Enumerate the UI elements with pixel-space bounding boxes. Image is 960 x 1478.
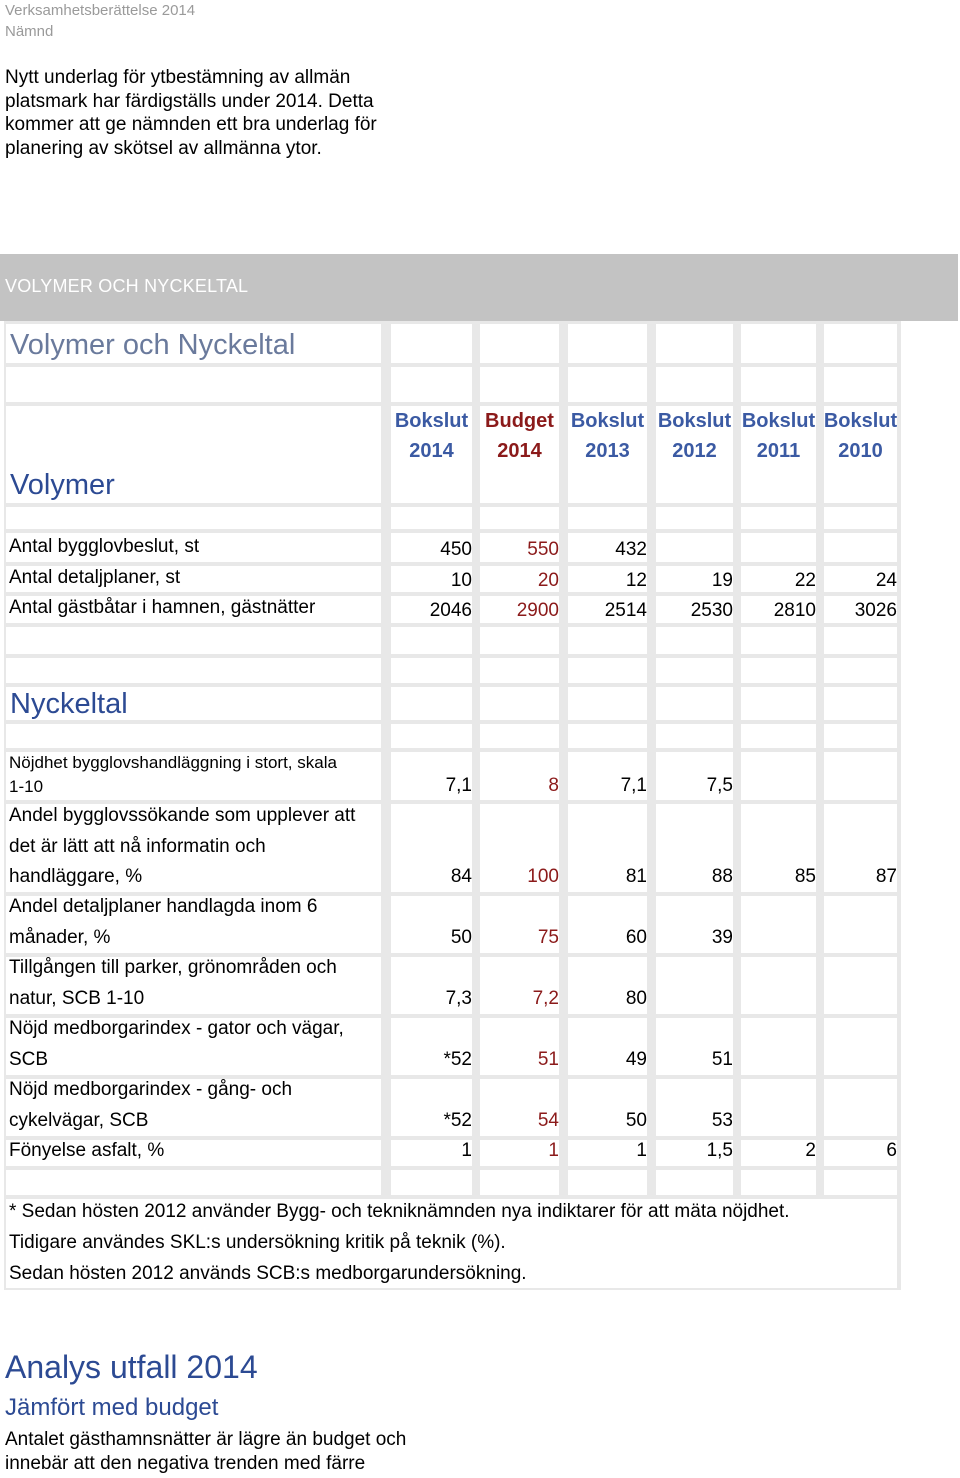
table-cell bbox=[824, 324, 897, 363]
table-cell bbox=[741, 957, 816, 1014]
table-cell bbox=[656, 627, 733, 654]
table-value: 100 bbox=[527, 866, 559, 887]
table-cell bbox=[480, 324, 559, 363]
table-cell bbox=[824, 367, 897, 402]
table-row-label: handläggare, % bbox=[9, 866, 143, 887]
table-value: 2530 bbox=[690, 600, 733, 621]
table-row-label: månader, % bbox=[9, 926, 111, 948]
table-value: 3026 bbox=[854, 600, 897, 621]
table-cell bbox=[568, 687, 647, 720]
table-row-label: SCB bbox=[9, 1048, 49, 1070]
table-value: 53 bbox=[711, 1109, 733, 1131]
department-name: Nämnd bbox=[5, 23, 54, 40]
table-cell bbox=[391, 724, 472, 748]
table-cell bbox=[6, 724, 381, 748]
table-value: 2514 bbox=[604, 600, 647, 621]
table-row-label: Nöjd medborgarindex - gator och vägar, bbox=[9, 1018, 344, 1039]
volymer-heading: Volymer bbox=[10, 469, 115, 501]
table-value: 88 bbox=[711, 866, 733, 887]
table-cell bbox=[741, 752, 816, 800]
table-value: 1 bbox=[548, 1140, 559, 1161]
column-header-year: 2011 bbox=[756, 440, 801, 462]
table-value: 7,3 bbox=[445, 987, 472, 1009]
table-cell bbox=[741, 324, 816, 363]
table-cell bbox=[480, 627, 559, 654]
table-cell bbox=[391, 507, 472, 529]
table-value: 1 bbox=[461, 1140, 472, 1161]
table-cell bbox=[6, 507, 381, 529]
table-value: 2810 bbox=[773, 600, 816, 621]
table-cell bbox=[656, 658, 733, 683]
table-cell bbox=[824, 507, 897, 529]
footnote: Tidigare användes SKL:s undersökning kritik på teknik (%). bbox=[9, 1232, 506, 1253]
table-row-label: natur, SCB 1-10 bbox=[9, 987, 145, 1009]
table-value: 7,2 bbox=[532, 987, 559, 1009]
table-value: 75 bbox=[537, 926, 559, 948]
table-cell bbox=[741, 658, 816, 683]
table-value: 2046 bbox=[429, 600, 472, 621]
table-row-label: 1-10 bbox=[9, 777, 44, 796]
table-value: 51 bbox=[711, 1048, 733, 1070]
table-cell bbox=[656, 687, 733, 720]
table-cell bbox=[741, 1170, 816, 1195]
column-header-year: 2014 bbox=[497, 440, 542, 462]
table-cell bbox=[824, 627, 897, 654]
intro-paragraph: Nytt underlag för ytbestämning av allmän platsmark har färdigställs under 2014. Detta kommer att ge nämnden ett bra underlag för planering av skötsel av allmänna ytor. bbox=[5, 67, 377, 159]
table-value: 10 bbox=[450, 570, 472, 591]
table-value: 84 bbox=[450, 866, 472, 887]
table-cell bbox=[480, 658, 559, 683]
table-value: 54 bbox=[537, 1109, 559, 1131]
table-cell bbox=[568, 367, 647, 402]
column-header-label: Bokslut bbox=[570, 410, 645, 432]
table-value: 7,1 bbox=[620, 775, 647, 796]
table-value: 450 bbox=[440, 539, 472, 560]
table-value: 2 bbox=[805, 1140, 816, 1161]
table-value: 87 bbox=[875, 866, 897, 887]
table-cell bbox=[6, 658, 381, 683]
document-title: Verksamhetsberättelse 2014 bbox=[5, 2, 196, 19]
table-value: 20 bbox=[537, 570, 559, 591]
table-cell bbox=[741, 1079, 816, 1136]
table-cell bbox=[656, 957, 733, 1014]
table-cell bbox=[656, 507, 733, 529]
table-value: 2900 bbox=[516, 600, 559, 621]
analys-subtitle: Jämfört med budget bbox=[5, 1394, 219, 1421]
table-value: 7,5 bbox=[706, 775, 733, 796]
table-cell bbox=[741, 687, 816, 720]
footnote: Sedan hösten 2012 används SCB:s medborgarundersökning. bbox=[9, 1263, 527, 1284]
table-row-label: Tillgången till parker, grönområden och bbox=[9, 957, 337, 978]
table-cell bbox=[824, 533, 897, 562]
analys-text: Antalet gästhamnsnätter är lägre än budget och innebär att den negativa trenden med färre bbox=[5, 1429, 407, 1474]
table-row-label: Nöjd medborgarindex - gång- och bbox=[9, 1079, 293, 1100]
table-value: 6 bbox=[886, 1140, 897, 1161]
table-value: 85 bbox=[794, 866, 816, 887]
section-bar bbox=[0, 254, 958, 321]
table-value: 1,5 bbox=[706, 1140, 733, 1161]
table-cell bbox=[824, 896, 897, 953]
table-cell bbox=[480, 687, 559, 720]
table-cell bbox=[391, 627, 472, 654]
table-value: 1 bbox=[636, 1140, 647, 1161]
table-cell bbox=[568, 658, 647, 683]
column-header-label: Bokslut bbox=[823, 410, 898, 432]
table-cell bbox=[824, 752, 897, 800]
table-cell bbox=[6, 1170, 381, 1195]
table-cell bbox=[391, 687, 472, 720]
volymer-nyckeltal-table bbox=[4, 321, 901, 1290]
table-cell bbox=[391, 658, 472, 683]
column-header-year: 2014 bbox=[409, 440, 454, 462]
table-cell bbox=[824, 1018, 897, 1075]
table-value: 432 bbox=[615, 539, 647, 560]
table-cell bbox=[824, 724, 897, 748]
table-cell bbox=[568, 324, 647, 363]
table-value: 50 bbox=[625, 1109, 647, 1131]
table-row-label: det är lätt att nå informatin och bbox=[9, 835, 266, 857]
table-cell bbox=[391, 324, 472, 363]
table-row-label: Andel bygglovssökande som upplever att bbox=[9, 805, 356, 826]
nyckeltal-heading: Nyckeltal bbox=[10, 688, 128, 720]
table-value: 39 bbox=[711, 926, 733, 948]
table-value: 24 bbox=[875, 570, 897, 591]
table-row-label: Antal bygglovbeslut, st bbox=[9, 536, 200, 557]
table-cell bbox=[480, 367, 559, 402]
table-cell bbox=[824, 1079, 897, 1136]
table-row-label: Fönyelse asfalt, % bbox=[9, 1140, 165, 1161]
column-header-label: Budget bbox=[485, 410, 554, 432]
table-cell bbox=[391, 1170, 472, 1195]
table-cell bbox=[741, 724, 816, 748]
table-cell bbox=[656, 1170, 733, 1195]
table-value: 60 bbox=[625, 926, 647, 948]
table-cell bbox=[741, 1018, 816, 1075]
table-value: 22 bbox=[794, 570, 816, 591]
footnote: * Sedan hösten 2012 använder Bygg- och tekniknämnden nya indiktarer för att mäta nöjdhet. bbox=[9, 1201, 790, 1222]
table-cell bbox=[741, 507, 816, 529]
column-header-year: 2010 bbox=[838, 440, 883, 462]
section-bar-title: VOLYMER OCH NYCKELTAL bbox=[5, 276, 249, 296]
table-value: 51 bbox=[537, 1048, 559, 1070]
table-cell bbox=[568, 507, 647, 529]
table-row-label: Andel detaljplaner handlagda inom 6 bbox=[9, 896, 318, 917]
table-cell bbox=[480, 507, 559, 529]
table-cell bbox=[568, 724, 647, 748]
table-cell bbox=[568, 1170, 647, 1195]
table-row-label: Antal gästbåtar i hamnen, gästnätter bbox=[9, 597, 316, 618]
column-header-year: 2012 bbox=[672, 440, 717, 462]
table-row-label: Antal detaljplaner, st bbox=[9, 567, 181, 588]
table-cell bbox=[824, 658, 897, 683]
table-value: *52 bbox=[443, 1109, 472, 1131]
table-cell bbox=[6, 627, 381, 654]
table-cell bbox=[741, 896, 816, 953]
table-cell bbox=[824, 687, 897, 720]
table-cell bbox=[741, 367, 816, 402]
table-row-label: cykelvägar, SCB bbox=[9, 1109, 149, 1131]
table-cell bbox=[824, 957, 897, 1014]
table-cell bbox=[6, 367, 381, 402]
table-cell bbox=[480, 1170, 559, 1195]
table-value: 8 bbox=[548, 775, 559, 796]
table-value: 7,1 bbox=[445, 775, 472, 796]
table-cell bbox=[656, 367, 733, 402]
column-header-label: Bokslut bbox=[657, 410, 732, 432]
table-value: 550 bbox=[527, 539, 559, 560]
table-title: Volymer och Nyckeltal bbox=[10, 329, 296, 361]
analys-title: Analys utfall 2014 bbox=[5, 1349, 258, 1385]
running-header bbox=[5, 0, 195, 42]
table-cell bbox=[568, 627, 647, 654]
table-cell bbox=[391, 367, 472, 402]
table-cell bbox=[824, 1170, 897, 1195]
table-value: 80 bbox=[625, 987, 647, 1009]
table-cell bbox=[656, 324, 733, 363]
table-cell bbox=[480, 724, 559, 748]
table-value: 50 bbox=[450, 926, 472, 948]
table-row-label: Nöjdhet bygglovshandläggning i stort, skala bbox=[9, 753, 337, 772]
column-header-label: Bokslut bbox=[394, 410, 469, 432]
table-cell bbox=[741, 533, 816, 562]
table-value: 49 bbox=[625, 1048, 647, 1070]
table-value: 81 bbox=[625, 866, 647, 887]
column-header-year: 2013 bbox=[585, 440, 630, 462]
table-value: 19 bbox=[711, 570, 733, 591]
table-cell bbox=[656, 533, 733, 562]
column-header-label: Bokslut bbox=[741, 410, 816, 432]
table-cell bbox=[741, 627, 816, 654]
table-value: 12 bbox=[625, 570, 647, 591]
table-value: *52 bbox=[443, 1048, 472, 1070]
table-cell bbox=[656, 724, 733, 748]
